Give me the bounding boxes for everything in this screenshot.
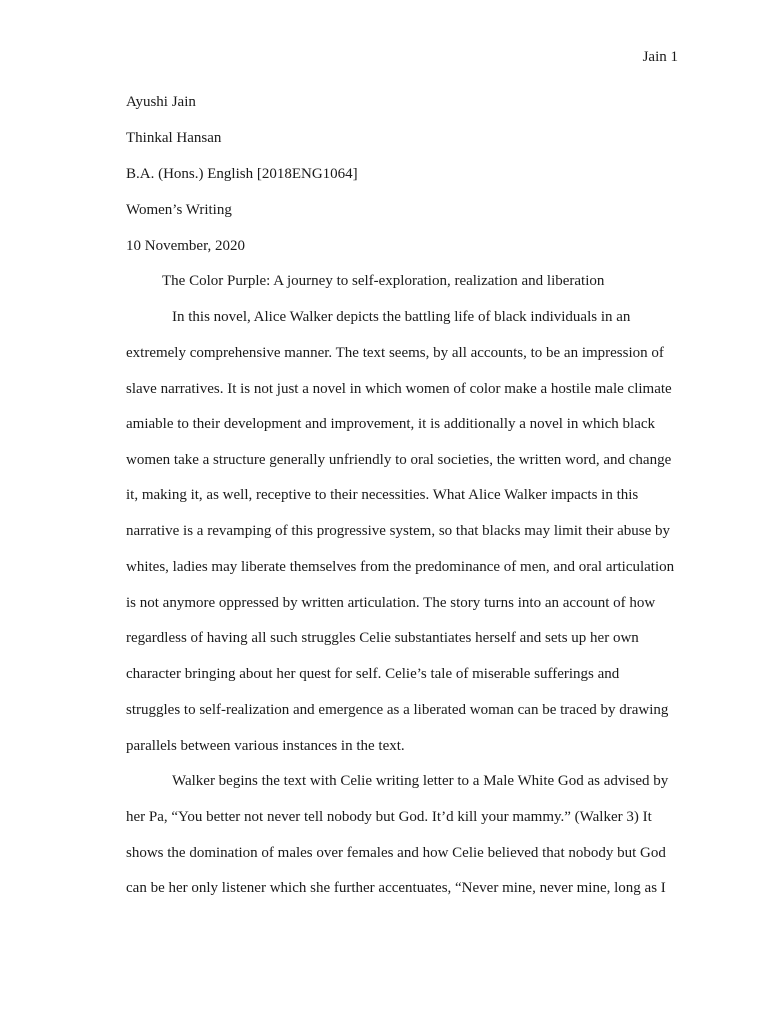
essay-title: The Color Purple: A journey to self-exploration, realization and liberation (162, 273, 605, 289)
paragraph-1-line: is not anymore oppressed by written articulation. The story turns into an account of how (126, 595, 656, 611)
paragraph-1-line: struggles to self-realization and emergence as a liberated woman can be traced by drawing (126, 702, 669, 718)
paragraph-2-line: can be her only listener which she further accentuates, “Never mine, never mine, long as I (126, 880, 666, 896)
paragraph-1-line: regardless of having all such struggles Celie substantiates herself and sets up her own (126, 630, 639, 646)
heading-block (126, 92, 686, 272)
paragraph-1-line: slave narratives. It is not just a novel in which women of color make a hostile male climate (126, 381, 672, 397)
paragraph-1-line: parallels between various instances in the text. (126, 738, 405, 754)
author-name: Ayushi Jain (126, 94, 196, 110)
paragraph-2-line: Walker begins the text with Celie writing letter to a Male White God as advised by (172, 773, 669, 789)
instructor-name: Thinkal Hansan (126, 130, 222, 146)
paragraph-1-line: it, making it, as well, receptive to their necessities. What Alice Walker impacts in this (126, 487, 639, 503)
paragraph-1-line: In this novel, Alice Walker depicts the battling life of black individuals in an (172, 309, 631, 325)
paragraph-1-line: amiable to their development and improvement, it is additionally a novel in which black (126, 416, 656, 432)
paragraph-2-line: shows the domination of males over females and how Celie believed that nobody but God (126, 845, 666, 861)
paragraph-2-line: her Pa, “You better not never tell nobody but God. It’d kill your mammy.” (Walker 3) It (126, 809, 652, 825)
paragraph-1-line: whites, ladies may liberate themselves from the predominance of men, and oral articulation (126, 559, 675, 575)
paragraph-1-line: women take a structure generally unfriendly to oral societies, the written word, and change (126, 452, 672, 468)
paragraph-1-line: narrative is a revamping of this progressive system, so that blacks may limit their abuse by (126, 523, 671, 539)
course-name: B.A. (Hons.) English [2018ENG1064] (126, 166, 358, 182)
paragraph-1-line: character bringing about her quest for self. Celie’s tale of miserable sufferings and (126, 666, 620, 682)
paragraph-1-line: extremely comprehensive manner. The text seems, by all accounts, to be an impression of (126, 345, 664, 361)
date: 10 November, 2020 (126, 238, 245, 254)
subject-name: Women’s Writing (126, 202, 232, 218)
running-head: Jain 1 (642, 49, 678, 65)
